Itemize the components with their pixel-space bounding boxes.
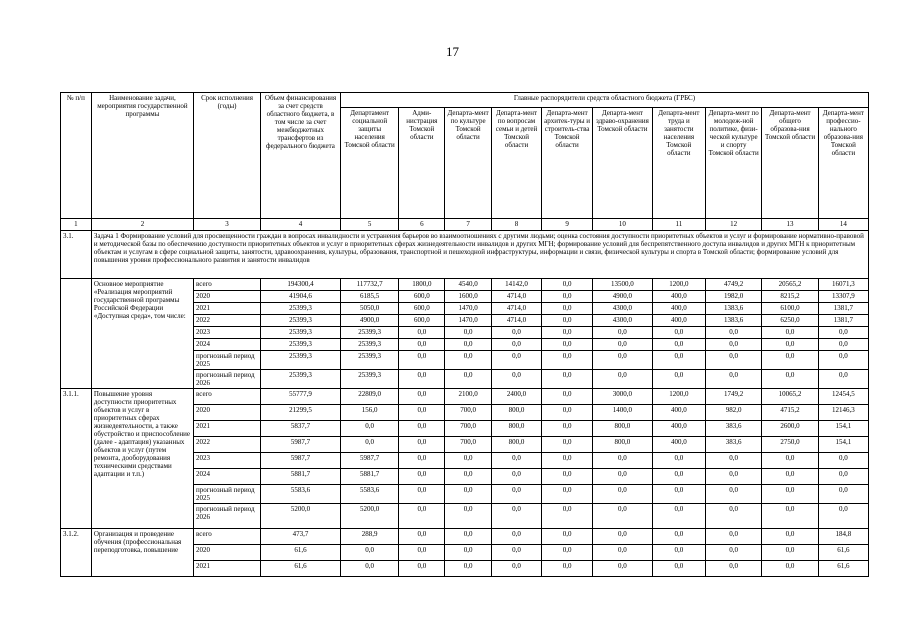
column-number: 6 (399, 219, 445, 231)
value-cell: 0,0 (652, 561, 705, 577)
header-grbs-3: Департа-мент по культуре Томской области (445, 108, 492, 219)
value-cell: 0,0 (399, 389, 445, 405)
value-cell: 5987,7 (261, 437, 341, 453)
value-cell: 1383,6 (705, 315, 761, 327)
value-cell: 0,0 (542, 315, 593, 327)
column-number: 3 (194, 219, 261, 231)
column-number: 7 (445, 219, 492, 231)
value-cell: 0,0 (445, 339, 492, 351)
value-cell: 0,0 (399, 405, 445, 421)
column-number: 11 (652, 219, 705, 231)
value-cell: 0,0 (399, 339, 445, 351)
term-cell: всего (194, 389, 261, 405)
value-cell: 25399,3 (261, 370, 341, 389)
term-cell: прогнозный период 2026 (194, 504, 261, 529)
term-cell: 2021 (194, 303, 261, 315)
term-cell: прогнозный период 2026 (194, 370, 261, 389)
value-cell: 1381,7 (818, 315, 868, 327)
term-cell: 2020 (194, 405, 261, 421)
value-cell: 6250,0 (762, 315, 818, 327)
value-cell: 25399,3 (261, 351, 341, 370)
value-cell: 10065,2 (762, 389, 818, 405)
value-cell: 400,0 (652, 291, 705, 303)
header-grbs-2: Адми-нистрация Томской области (399, 108, 445, 219)
column-number: 4 (261, 219, 341, 231)
value-cell: 14142,0 (492, 279, 542, 291)
column-number: 14 (818, 219, 868, 231)
term-cell: 2021 (194, 421, 261, 437)
value-cell: 1470,0 (445, 303, 492, 315)
value-cell: 25399,3 (340, 370, 399, 389)
value-cell: 0,0 (340, 545, 399, 561)
row-number (61, 279, 92, 389)
activity-name: Повышение уровня доступности приоритетных объектов и услуг в приоритетных сферах жизнедеятельности, а также обустройство и приспособление (далее - адаптация) указанных объектов и услуг (путем ремонта, дооборудования техническими средствами адаптации и т.п.) (91, 389, 193, 529)
value-cell: 0,0 (399, 529, 445, 545)
value-cell: 0,0 (593, 561, 653, 577)
value-cell: 0,0 (399, 561, 445, 577)
value-cell: 0,0 (399, 421, 445, 437)
value-cell: 13500,0 (593, 279, 653, 291)
value-cell: 1200,0 (652, 389, 705, 405)
value-cell: 0,0 (705, 561, 761, 577)
value-cell: 5050,0 (340, 303, 399, 315)
value-cell: 4300,0 (593, 315, 653, 327)
value-cell: 0,0 (445, 327, 492, 339)
value-cell: 0,0 (652, 453, 705, 469)
column-number: 5 (340, 219, 399, 231)
value-cell: 0,0 (705, 351, 761, 370)
value-cell: 0,0 (399, 453, 445, 469)
value-cell: 0,0 (652, 370, 705, 389)
value-cell: 6185,5 (340, 291, 399, 303)
value-cell: 0,0 (542, 469, 593, 485)
value-cell: 6100,0 (762, 303, 818, 315)
value-cell: 5987,7 (340, 453, 399, 469)
value-cell: 0,0 (542, 453, 593, 469)
value-cell: 4540,0 (445, 279, 492, 291)
header-grbs-title: Главные распорядители средств областного бюджета (ГРБС) (340, 93, 868, 108)
value-cell: 5881,7 (340, 469, 399, 485)
value-cell: 194300,4 (261, 279, 341, 291)
value-cell: 400,0 (652, 421, 705, 437)
value-cell: 0,0 (492, 351, 542, 370)
value-cell: 0,0 (492, 469, 542, 485)
value-cell: 0,0 (593, 370, 653, 389)
value-cell: 5583,6 (340, 485, 399, 504)
value-cell: 1600,0 (445, 291, 492, 303)
value-cell: 0,0 (542, 327, 593, 339)
value-cell: 0,0 (542, 561, 593, 577)
value-cell: 0,0 (492, 545, 542, 561)
term-cell: 2022 (194, 315, 261, 327)
value-cell: 2400,0 (492, 389, 542, 405)
header-name: Наименование задачи, мероприятия государственной программы (91, 93, 193, 219)
value-cell: 0,0 (593, 504, 653, 529)
value-cell: 0,0 (542, 437, 593, 453)
term-cell: 2024 (194, 339, 261, 351)
value-cell: 0,0 (818, 485, 868, 504)
value-cell: 0,0 (399, 485, 445, 504)
value-cell: 25399,3 (261, 327, 341, 339)
value-cell: 0,0 (762, 453, 818, 469)
header-grbs-1: Департамент социальной защиты населения Томской области (340, 108, 399, 219)
value-cell: 12454,5 (818, 389, 868, 405)
value-cell: 0,0 (652, 485, 705, 504)
value-cell: 154,1 (818, 437, 868, 453)
value-cell: 25399,3 (340, 339, 399, 351)
value-cell: 0,0 (762, 351, 818, 370)
header-grbs-5: Департа-мент архитек-туры и строитель-ства Томской области (542, 108, 593, 219)
value-cell: 0,0 (399, 351, 445, 370)
column-number: 1 (61, 219, 92, 231)
term-cell: 2020 (194, 291, 261, 303)
value-cell: 0,0 (762, 327, 818, 339)
value-cell: 0,0 (492, 504, 542, 529)
value-cell: 0,0 (818, 327, 868, 339)
budget-table (60, 92, 869, 577)
value-cell: 5987,7 (261, 453, 341, 469)
header-grbs-9: Департа-мент общего образова-ния Томской области (762, 108, 818, 219)
value-cell: 400,0 (652, 315, 705, 327)
value-cell: 0,0 (762, 504, 818, 529)
value-cell: 0,0 (593, 453, 653, 469)
header-no: № п/п (61, 93, 92, 219)
value-cell: 0,0 (399, 370, 445, 389)
value-cell: 4900,0 (593, 291, 653, 303)
value-cell: 0,0 (652, 529, 705, 545)
value-cell: 20565,2 (762, 279, 818, 291)
value-cell: 0,0 (593, 485, 653, 504)
value-cell: 0,0 (340, 561, 399, 577)
value-cell: 0,0 (445, 453, 492, 469)
value-cell: 0,0 (705, 504, 761, 529)
value-cell: 154,1 (818, 421, 868, 437)
value-cell: 288,9 (340, 529, 399, 545)
value-cell: 700,0 (445, 437, 492, 453)
value-cell: 1200,0 (652, 279, 705, 291)
value-cell: 1470,0 (445, 315, 492, 327)
value-cell: 800,0 (593, 437, 653, 453)
value-cell: 0,0 (542, 291, 593, 303)
value-cell: 21299,5 (261, 405, 341, 421)
value-cell: 0,0 (492, 370, 542, 389)
value-cell: 0,0 (542, 405, 593, 421)
term-cell: прогнозный период 2025 (194, 485, 261, 504)
value-cell: 0,0 (542, 421, 593, 437)
term-cell: 2024 (194, 469, 261, 485)
value-cell: 0,0 (445, 545, 492, 561)
value-cell: 5837,7 (261, 421, 341, 437)
value-cell: 25399,3 (340, 351, 399, 370)
value-cell: 5200,0 (340, 504, 399, 529)
value-cell: 0,0 (762, 561, 818, 577)
value-cell: 0,0 (492, 485, 542, 504)
value-cell: 8215,2 (762, 291, 818, 303)
table-row (61, 279, 869, 291)
value-cell: 0,0 (340, 421, 399, 437)
value-cell: 0,0 (762, 370, 818, 389)
value-cell: 0,0 (492, 529, 542, 545)
value-cell: 0,0 (542, 529, 593, 545)
value-cell: 4300,0 (593, 303, 653, 315)
task-text: Задача 1 Формирование условий для просвещенности граждан в вопросах инвалидности и устранения барьеров во взаимоотношениях с другими людьми; оценка состояния доступности приоритетных объектов и услуг и формирование нормативно-правовой и методической базы по обеспечению доступности приоритетных объектов и услуг в приоритетных сферах жизнедеятельности инвалидов и других МГН; формирование условий для беспрепятственного доступа инвалидов и других МГН к приоритетным объектам и услугам в сфере социальной защиты, занятости, здравоохранения, культуры, образования, транспортной и пешеходной инфраструктуры, информации и связи, физической культуры и спорта в Томской области; формирование условий для повышения уровня профессионального развития и занятости инвалидов (91, 231, 868, 279)
task-number: 3.1. (61, 231, 92, 279)
value-cell: 0,0 (818, 339, 868, 351)
value-cell: 0,0 (542, 370, 593, 389)
column-number: 13 (762, 219, 818, 231)
header-grbs-8: Департа-мент по молодеж-ной политике, физи-ческой культуре и спорту Томской области (705, 108, 761, 219)
value-cell: 0,0 (818, 453, 868, 469)
term-cell: 2022 (194, 437, 261, 453)
term-cell: 2020 (194, 545, 261, 561)
value-cell: 0,0 (445, 469, 492, 485)
value-cell: 5200,0 (261, 504, 341, 529)
value-cell: 4714,0 (492, 303, 542, 315)
page-number: 17 (446, 44, 459, 59)
value-cell: 400,0 (652, 303, 705, 315)
value-cell: 41904,6 (261, 291, 341, 303)
value-cell: 4749,2 (705, 279, 761, 291)
value-cell: 13307,9 (818, 291, 868, 303)
value-cell: 0,0 (542, 485, 593, 504)
value-cell: 0,0 (340, 437, 399, 453)
value-cell: 800,0 (593, 421, 653, 437)
value-cell: 1800,0 (399, 279, 445, 291)
value-cell: 0,0 (445, 561, 492, 577)
value-cell: 0,0 (762, 485, 818, 504)
value-cell: 400,0 (652, 437, 705, 453)
value-cell: 800,0 (492, 405, 542, 421)
value-cell: 4715,2 (762, 405, 818, 421)
value-cell: 0,0 (652, 327, 705, 339)
value-cell: 0,0 (492, 339, 542, 351)
value-cell: 4714,0 (492, 315, 542, 327)
header-term: Срок исполнения (годы) (194, 93, 261, 219)
header-grbs-7: Департа-мент труда и занятости населения Томской области (652, 108, 705, 219)
column-number: 8 (492, 219, 542, 231)
value-cell: 982,0 (705, 405, 761, 421)
value-cell: 800,0 (492, 437, 542, 453)
row-number: 3.1.1. (61, 389, 92, 529)
value-cell: 0,0 (492, 561, 542, 577)
value-cell: 0,0 (705, 339, 761, 351)
value-cell: 12146,3 (818, 405, 868, 421)
value-cell: 0,0 (445, 351, 492, 370)
value-cell: 0,0 (593, 339, 653, 351)
value-cell: 0,0 (542, 303, 593, 315)
value-cell: 0,0 (818, 504, 868, 529)
value-cell: 61,6 (818, 561, 868, 577)
value-cell: 0,0 (652, 351, 705, 370)
value-cell: 800,0 (492, 421, 542, 437)
value-cell: 0,0 (705, 327, 761, 339)
column-number: 12 (705, 219, 761, 231)
column-number: 9 (542, 219, 593, 231)
row-number: 3.1.2. (61, 529, 92, 577)
table-row (61, 389, 869, 405)
value-cell: 1749,2 (705, 389, 761, 405)
value-cell: 16071,3 (818, 279, 868, 291)
value-cell: 0,0 (818, 469, 868, 485)
value-cell: 0,0 (399, 545, 445, 561)
column-number: 10 (593, 219, 653, 231)
value-cell: 383,6 (705, 421, 761, 437)
value-cell: 383,6 (705, 437, 761, 453)
term-cell: 2023 (194, 327, 261, 339)
table-row (61, 529, 869, 545)
value-cell: 473,7 (261, 529, 341, 545)
term-cell: 2021 (194, 561, 261, 577)
value-cell: 0,0 (492, 327, 542, 339)
value-cell: 0,0 (542, 351, 593, 370)
value-cell: 4714,0 (492, 291, 542, 303)
header-grbs-10: Департа-мент профессио-нального образова-ния Томской области (818, 108, 868, 219)
value-cell: 600,0 (399, 303, 445, 315)
value-cell: 4900,0 (340, 315, 399, 327)
term-cell: всего (194, 529, 261, 545)
value-cell: 0,0 (542, 279, 593, 291)
value-cell: 0,0 (593, 327, 653, 339)
value-cell: 600,0 (399, 315, 445, 327)
value-cell: 0,0 (542, 339, 593, 351)
value-cell: 0,0 (762, 469, 818, 485)
value-cell: 5881,7 (261, 469, 341, 485)
value-cell: 0,0 (399, 437, 445, 453)
value-cell: 0,0 (762, 339, 818, 351)
activity-name: Организация и проведение обучения (профессиональная переподготовка, повышение (91, 529, 193, 577)
value-cell: 0,0 (542, 389, 593, 405)
value-cell: 25399,3 (261, 315, 341, 327)
value-cell: 5583,6 (261, 485, 341, 504)
term-cell: всего (194, 279, 261, 291)
value-cell: 400,0 (652, 405, 705, 421)
value-cell: 25399,3 (261, 303, 341, 315)
header-volume: Объем финансирования за счет средств областного бюджета, в том числе за счет межбюджетных трансфертов из федерального бюджета (261, 93, 341, 219)
activity-name: Основное мероприятие «Реализация мероприятий государственной программы Российской Федерации «Доступная среда», том числе: (91, 279, 193, 389)
value-cell: 0,0 (652, 545, 705, 561)
value-cell: 0,0 (705, 485, 761, 504)
value-cell: 0,0 (593, 351, 653, 370)
value-cell: 0,0 (652, 469, 705, 485)
value-cell: 0,0 (818, 351, 868, 370)
value-cell: 117732,7 (340, 279, 399, 291)
value-cell: 1982,0 (705, 291, 761, 303)
value-cell: 0,0 (593, 529, 653, 545)
value-cell: 0,0 (762, 545, 818, 561)
value-cell: 156,0 (340, 405, 399, 421)
value-cell: 2100,0 (445, 389, 492, 405)
value-cell: 2600,0 (762, 421, 818, 437)
value-cell: 700,0 (445, 405, 492, 421)
value-cell: 0,0 (445, 370, 492, 389)
value-cell: 2750,0 (762, 437, 818, 453)
term-cell: прогнозный период 2025 (194, 351, 261, 370)
value-cell: 0,0 (705, 469, 761, 485)
term-cell: 2023 (194, 453, 261, 469)
value-cell: 0,0 (705, 453, 761, 469)
value-cell: 61,6 (818, 545, 868, 561)
value-cell: 55777,9 (261, 389, 341, 405)
value-cell: 0,0 (399, 504, 445, 529)
value-cell: 0,0 (705, 545, 761, 561)
value-cell: 0,0 (492, 453, 542, 469)
value-cell: 61,6 (261, 545, 341, 561)
value-cell: 0,0 (705, 370, 761, 389)
value-cell: 0,0 (399, 469, 445, 485)
value-cell: 1381,7 (818, 303, 868, 315)
value-cell: 0,0 (593, 469, 653, 485)
value-cell: 184,8 (818, 529, 868, 545)
value-cell: 0,0 (652, 339, 705, 351)
value-cell: 0,0 (399, 327, 445, 339)
value-cell: 0,0 (542, 504, 593, 529)
value-cell: 25399,3 (340, 327, 399, 339)
value-cell: 3000,0 (593, 389, 653, 405)
header-grbs-4: Департа-мент по вопросам семьи и детей Томской области (492, 108, 542, 219)
value-cell: 0,0 (705, 529, 761, 545)
value-cell: 1400,0 (593, 405, 653, 421)
value-cell: 0,0 (542, 545, 593, 561)
value-cell: 1383,6 (705, 303, 761, 315)
value-cell: 0,0 (593, 545, 653, 561)
value-cell: 25399,3 (261, 339, 341, 351)
value-cell: 61,6 (261, 561, 341, 577)
value-cell: 0,0 (818, 370, 868, 389)
value-cell: 22809,0 (340, 389, 399, 405)
value-cell: 0,0 (445, 504, 492, 529)
value-cell: 0,0 (445, 529, 492, 545)
value-cell: 700,0 (445, 421, 492, 437)
value-cell: 0,0 (445, 485, 492, 504)
header-grbs-6: Департа-мент здраво-охранения Томской области (593, 108, 653, 219)
value-cell: 0,0 (652, 504, 705, 529)
column-number: 2 (91, 219, 193, 231)
value-cell: 0,0 (762, 529, 818, 545)
value-cell: 600,0 (399, 291, 445, 303)
